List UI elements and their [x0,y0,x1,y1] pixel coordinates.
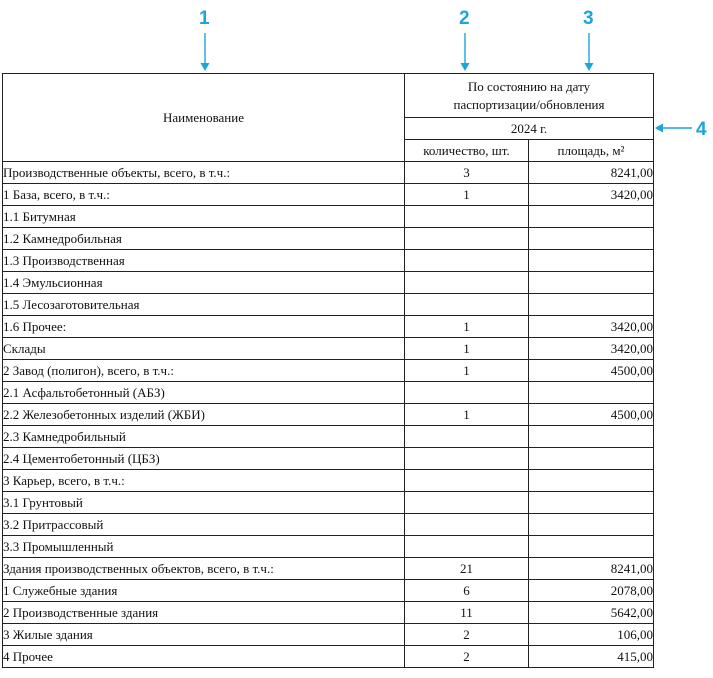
row-area: 8241,00 [529,162,654,184]
table-row [3,426,654,448]
row-name: 1.6 Прочее: [3,316,405,338]
table-row [3,162,654,184]
row-name: Здания производственных объектов, всего, в т.ч.: [3,558,405,580]
row-area: 3420,00 [529,338,654,360]
row-qty [405,206,529,228]
table-row [3,514,654,536]
table-row [3,294,654,316]
arrow-head-4 [655,124,663,133]
row-name: 1.2 Камнедробильная [3,228,405,250]
row-area [529,536,654,558]
row-qty [405,514,529,536]
row-qty [405,272,529,294]
row-qty [405,382,529,404]
row-name: 2 Производственные здания [3,602,405,624]
table-row [3,360,654,382]
row-name: 3 Карьер, всего, в т.ч.: [3,470,405,492]
table-row [3,580,654,602]
row-area [529,206,654,228]
row-name: Склады [3,338,405,360]
row-name: 1.4 Эмульсионная [3,272,405,294]
row-qty: 1 [405,360,529,382]
row-name: 3 Жилые здания [3,624,405,646]
table-row [3,250,654,272]
row-name: 3.3 Промышленный [3,536,405,558]
row-qty [405,294,529,316]
table-row [3,272,654,294]
row-name: 2.1 Асфальтобетонный (АБЗ) [3,382,405,404]
row-qty [405,536,529,558]
row-qty: 6 [405,580,529,602]
row-area: 106,00 [529,624,654,646]
table-row [3,470,654,492]
row-area [529,448,654,470]
header-state [405,74,654,118]
row-qty: 11 [405,602,529,624]
arrow-head-1 [201,63,210,71]
header-state-line1: По состоянию на дату [467,78,591,94]
row-name: 1.3 Производственная [3,250,405,272]
row-area [529,272,654,294]
row-area [529,514,654,536]
row-qty: 1 [405,404,529,426]
table-row [3,338,654,360]
marker-2: 2 [459,8,470,29]
table-row [3,536,654,558]
row-name: Производственные объекты, всего, в т.ч.: [3,162,405,184]
table-row [3,624,654,646]
row-area: 3420,00 [529,184,654,206]
row-area: 2078,00 [529,580,654,602]
table-row [3,492,654,514]
row-name: 4 Прочее [3,646,405,668]
row-area [529,250,654,272]
row-qty [405,250,529,272]
row-qty: 1 [405,316,529,338]
row-area: 3420,00 [529,316,654,338]
row-name: 2.2 Железобетонных изделий (ЖБИ) [3,404,405,426]
row-name: 1 Служебные здания [3,580,405,602]
marker-3: 3 [583,8,594,29]
row-area [529,470,654,492]
row-name: 2 Завод (полигон), всего, в т.ч.: [3,360,405,382]
marker-4: 4 [696,119,707,140]
row-name: 1 База, всего, в т.ч.: [3,184,405,206]
row-qty [405,492,529,514]
row-area: 8241,00 [529,558,654,580]
row-qty: 1 [405,338,529,360]
row-area [529,492,654,514]
passport-table [2,73,654,668]
table-row [3,448,654,470]
table-row [3,404,654,426]
table-row [3,228,654,250]
row-name: 2.3 Камнедробильный [3,426,405,448]
row-qty: 3 [405,162,529,184]
header-name-label: Наименование [163,110,244,125]
table-row [3,602,654,624]
row-qty: 2 [405,624,529,646]
row-area [529,426,654,448]
row-qty [405,448,529,470]
marker-1: 1 [199,8,210,29]
row-name: 1.1 Битумная [3,206,405,228]
row-area [529,294,654,316]
row-area [529,228,654,250]
row-name: 1.5 Лесозаготовительная [3,294,405,316]
table-row [3,316,654,338]
arrow-head-2 [461,63,470,71]
table-row [3,558,654,580]
row-name: 3.2 Притрассовый [3,514,405,536]
row-qty [405,228,529,250]
row-name: 2.4 Цементобетонный (ЦБЗ) [3,448,405,470]
row-qty [405,426,529,448]
header-name [3,74,405,162]
row-name: 3.1 Грунтовый [3,492,405,514]
table-row [3,382,654,404]
table-row [3,206,654,228]
header-year: 2024 г. [405,118,654,140]
header-state-line2: паспортизации/обновления [453,96,605,112]
header-row-1 [3,74,654,118]
table-row [3,184,654,206]
row-qty: 21 [405,558,529,580]
row-area: 415,00 [529,646,654,668]
row-area: 4500,00 [529,360,654,382]
row-qty: 2 [405,646,529,668]
row-qty: 1 [405,184,529,206]
arrow-head-3 [585,63,594,71]
row-area: 4500,00 [529,404,654,426]
header-area: площадь, м² [529,140,654,162]
row-qty [405,470,529,492]
row-area: 5642,00 [529,602,654,624]
header-qty: количество, шт. [405,140,529,162]
row-area [529,382,654,404]
table-row [3,646,654,668]
